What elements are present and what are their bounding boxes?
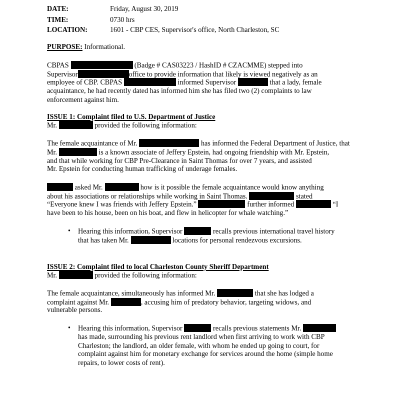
issue-2-p1-line-3: vulnerable persons. (47, 306, 103, 314)
issue-1-provided (47, 121, 197, 130)
redaction-bar (105, 183, 139, 191)
issue-2-provided (47, 271, 197, 280)
time-label: TIME: (47, 16, 69, 24)
issue-1-p1-line-1 (47, 139, 350, 148)
issue-text: has informed the Federal Department of Justice, that (200, 139, 350, 148)
purpose-value: Informational. (82, 43, 126, 51)
intro-line-4: acquaintance, he had recently dated has informed him she has filed two (2) complaints to law (47, 87, 312, 95)
redaction-bar (59, 121, 93, 129)
issue-text: complaint against Mr. (47, 298, 110, 307)
bullet-icon: • (68, 324, 71, 332)
issue-2-bullet-line-4: complaint against him for monetary exchange for services around the home (simple home (78, 350, 333, 358)
intro-line-5: enforcement against him. (47, 96, 119, 104)
issue-1-bullet-line-1 (78, 227, 335, 236)
purpose-row (47, 43, 125, 52)
issue-text: Mr. (47, 271, 58, 280)
issue-text: locations for personal rendezvous excursions. (172, 236, 302, 245)
intro-line-1 (47, 61, 303, 70)
issue-text: , accusing him of predatory behavior, targeting widows, and (140, 298, 312, 307)
issue-2-bullet-line-5: repairs, to lower costs of rent). (78, 359, 165, 367)
issue-2-p1-line-1 (47, 289, 314, 298)
redaction-bar (111, 298, 141, 306)
issue-text: recalls previous international travel history (212, 227, 335, 236)
redaction-bar (131, 236, 171, 244)
intro-line-3 (47, 78, 322, 87)
date-label: DATE: (47, 5, 69, 13)
issue-text: “I (332, 200, 339, 209)
location-row (47, 26, 279, 35)
issue-text: asked Mr. (74, 183, 103, 192)
issue-text: provided the following information: (94, 121, 197, 130)
redaction-bar (217, 289, 253, 297)
time-value: 0730 hrs (110, 16, 135, 24)
date-row (47, 5, 178, 14)
issue-text: about his associations or relationships while working in Saint Thomas. (47, 192, 248, 201)
intro-text: informed Supervisor (177, 78, 237, 87)
redaction-bar (59, 271, 93, 279)
issue-2-bullet-line-1 (78, 324, 336, 333)
issue-1-heading: ISSUE 1: Complaint filed to U.S. Department of Justice (47, 113, 216, 121)
issue-1-p2-line-1 (47, 183, 324, 192)
purpose-label: PURPOSE: (47, 43, 83, 51)
redaction-bar (249, 192, 294, 200)
issue-text: The female acquaintance of Mr. (47, 139, 138, 148)
issue-2-bullet-line-3: Charleston; the landlord, an older female, with whom he ended up going to court, for (78, 342, 320, 350)
redaction-bar (238, 78, 268, 86)
issue-1-p1-line-3: and that while working for CBP Pre-Clearance in Saint Thomas for over 7 years, and assisted (47, 157, 312, 165)
redaction-bar (124, 78, 176, 86)
intro-text: CBPAS (47, 61, 69, 70)
issue-text: “Everyone knew I was friends with Jeffery Epstein.” (47, 200, 197, 209)
issue-text: Mr. (47, 148, 58, 157)
bullet-icon: • (68, 227, 71, 235)
redaction-bar (139, 139, 199, 147)
issue-1-p1-line-4: Mr. Epstein for conducting human trafficking of underage females. (47, 165, 238, 173)
time-row (47, 16, 135, 25)
date-value: Friday, August 30, 2019 (110, 5, 179, 13)
intro-text: (Badge # CAS03223 / HashID # CZACMME) stepped into (134, 61, 303, 70)
location-label: LOCATION: (47, 26, 88, 34)
redaction-bar (184, 324, 211, 332)
intro-text: Supervisor (47, 70, 78, 79)
redaction-bar (198, 200, 245, 208)
redaction-bar (59, 148, 97, 156)
redaction-bar (184, 227, 211, 235)
issue-text: how is it possible the female acquaintance would know anything (140, 183, 324, 192)
redaction-bar (296, 200, 331, 208)
issue-1-bullet-line-2 (78, 236, 302, 245)
issue-text: Hearing this information, Supervisor (78, 324, 183, 333)
issue-text: further informed (247, 200, 295, 209)
issue-text: recalls previous statements Mr. (212, 324, 302, 333)
redaction-bar (47, 183, 73, 191)
issue-text: that has taken Mr. (78, 236, 129, 245)
issue-text: that she has lodged a (254, 289, 314, 298)
issue-text: The female acquaintance, simultaneously has informed Mr. (47, 289, 216, 298)
issue-text: stated (296, 192, 313, 201)
redaction-bar (71, 61, 133, 69)
issue-text: Mr. (47, 121, 58, 130)
issue-1-p1-line-2 (47, 148, 329, 157)
issue-text: provided the following information: (94, 271, 197, 280)
redaction-bar (303, 324, 336, 332)
redaction-bar (78, 70, 129, 78)
issue-text: Hearing this information, Supervisor (78, 227, 183, 236)
location-value: 1601 - CBP CES, Supervisor's office, North Charleston, SC (110, 26, 280, 34)
intro-text: employee of CBP. CBPAS (47, 78, 123, 87)
issue-2-bullet-line-2: has made, surrounding his previous rent landlord when first arriving to work with CBP (78, 333, 325, 341)
issue-1-p2-line-3 (47, 200, 338, 209)
intro-text: that a lady, female (269, 78, 322, 87)
intro-text: office to provide information that likely is viewed negatively as an (128, 70, 318, 79)
issue-text: is a known associate of Jeffery Epstein, had ongoing friendship with Mr. Epstein, (98, 148, 330, 157)
issue-2-heading: ISSUE 2: Complaint filed to local Charleston County Sheriff Department (47, 263, 269, 271)
issue-1-p2-line-4: have been to his house, been on his boat, and flew in helicopter for whale watching.” (47, 209, 289, 217)
